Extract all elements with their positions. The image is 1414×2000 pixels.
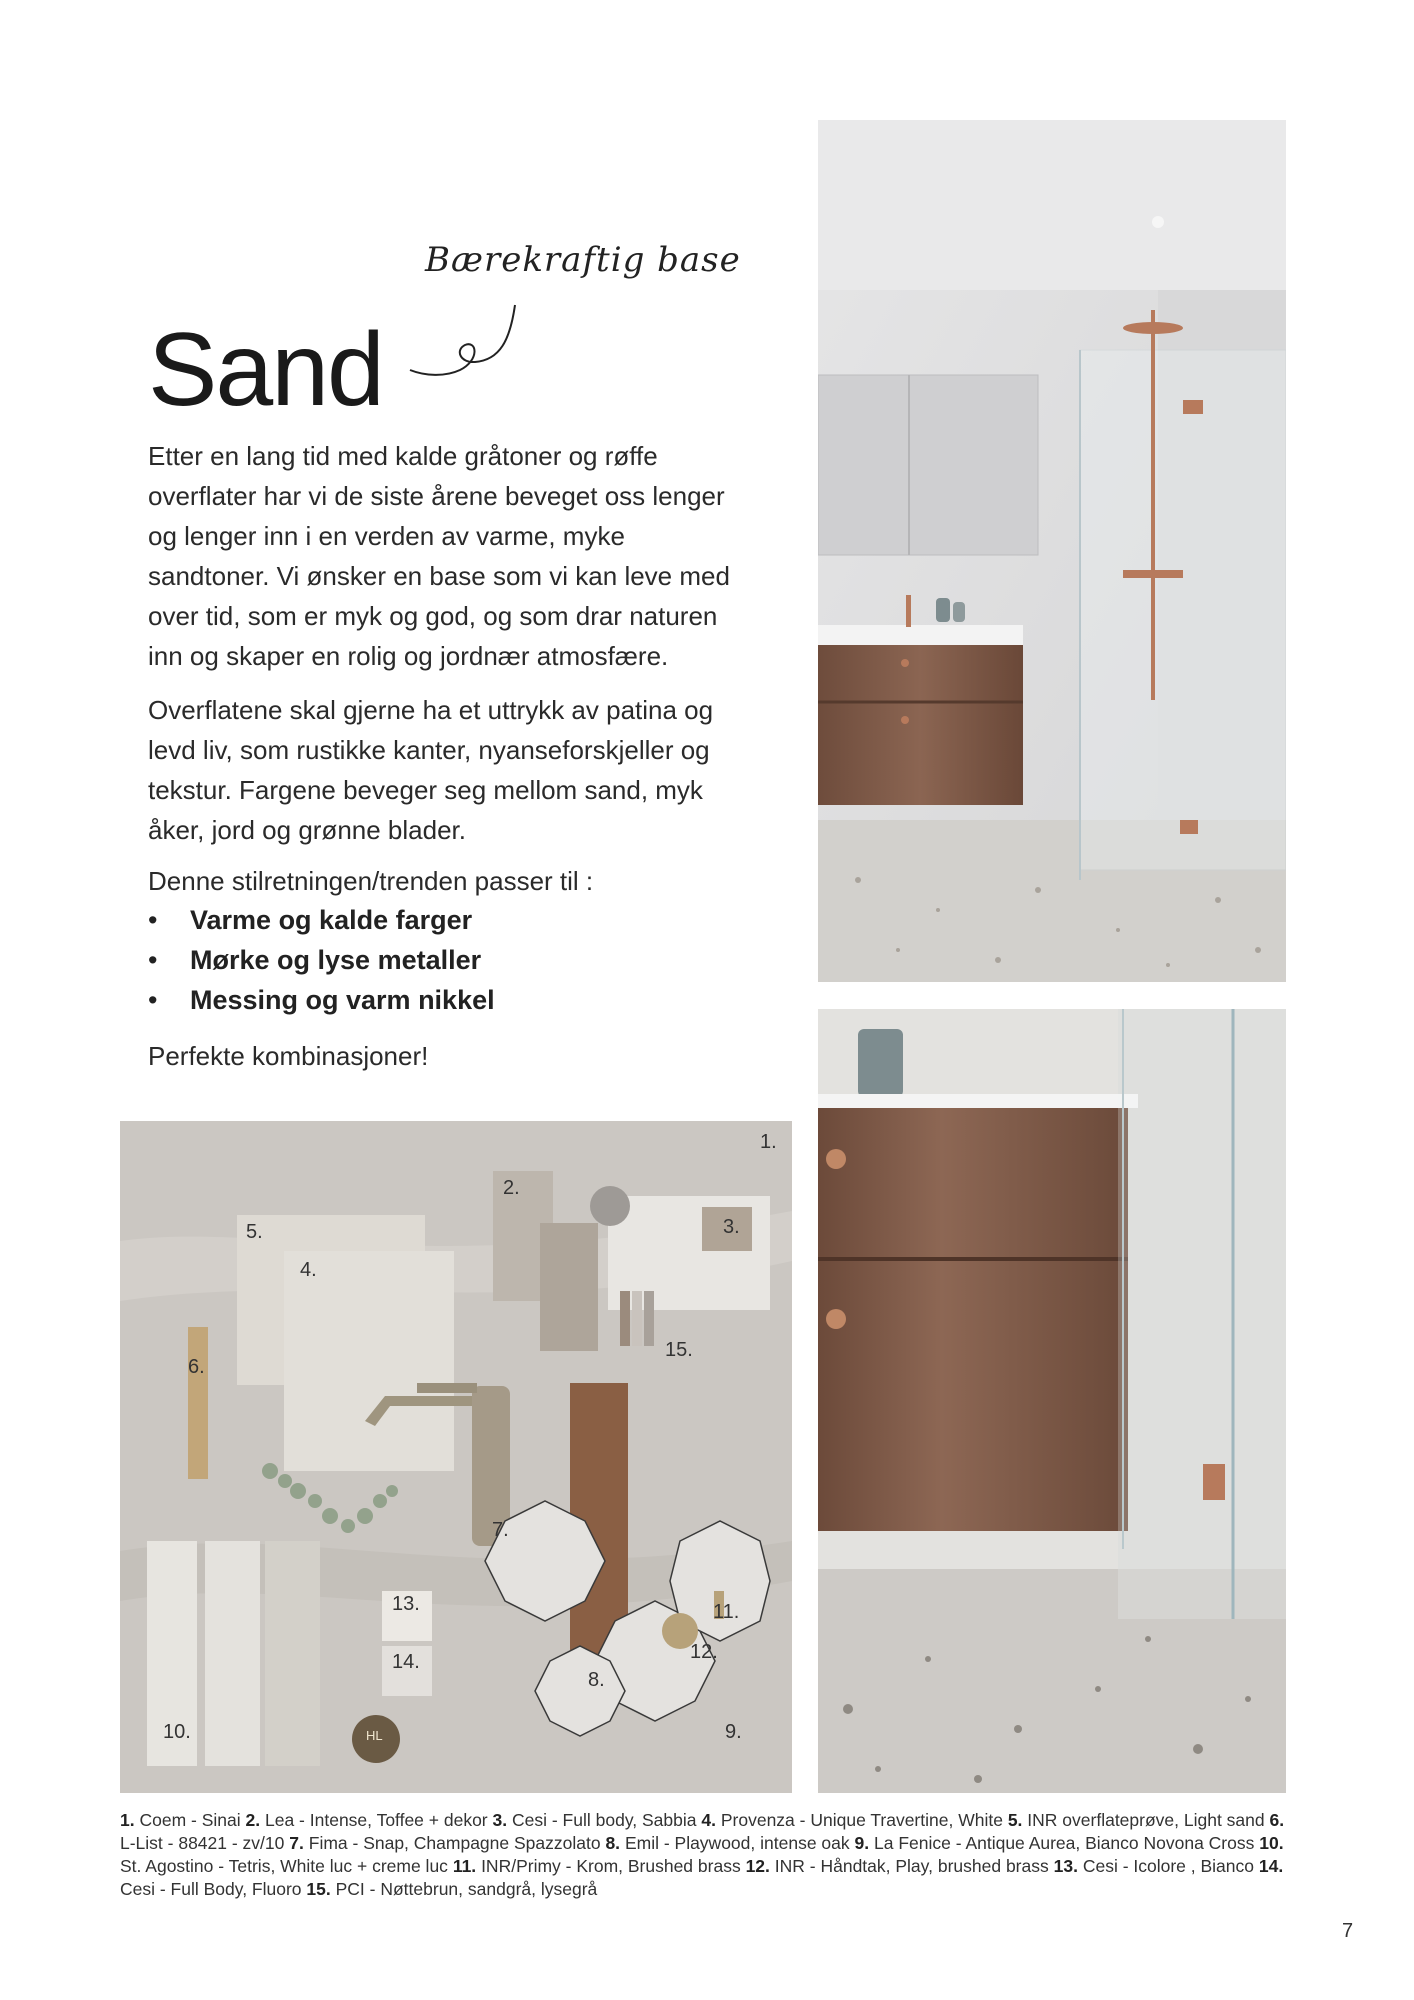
caption-number: 12. xyxy=(745,1856,770,1876)
caption-text: L-List - 88421 - zv/10 xyxy=(120,1833,285,1853)
moodboard-label: 9. xyxy=(725,1721,742,1743)
caption-text: INR overflateprøve, Light sand xyxy=(1027,1810,1265,1830)
caption-number: 6. xyxy=(1269,1810,1285,1830)
moodboard-photo xyxy=(120,1121,792,1793)
caption-number: 5. xyxy=(1007,1810,1023,1830)
caption-number: 2. xyxy=(245,1810,261,1830)
caption-number: 3. xyxy=(492,1810,508,1830)
page-title: Sand xyxy=(148,312,383,428)
caption-text: St. Agostino - Tetris, White luc + creme luc xyxy=(120,1856,448,1876)
page-number: 7 xyxy=(1342,1920,1354,1942)
moodboard-label: 12. xyxy=(690,1641,718,1663)
moodboard-label: 13. xyxy=(392,1593,420,1615)
caption-number: 11. xyxy=(452,1856,477,1876)
moodboard-label: 10. xyxy=(163,1721,191,1743)
swirl-decoration xyxy=(405,300,525,390)
caption-text: Fima - Snap, Champagne Spazzolato xyxy=(308,1833,601,1853)
caption-text: Coem - Sinai xyxy=(139,1810,241,1830)
moodboard-label: 3. xyxy=(723,1216,740,1238)
caption-text: INR - Håndtak, Play, brushed brass xyxy=(774,1856,1049,1876)
caption-number: 9. xyxy=(854,1833,870,1853)
moodboard-label: 5. xyxy=(246,1221,263,1243)
caption-number: 15. xyxy=(306,1879,331,1899)
caption-text: Emil - Playwood, intense oak xyxy=(624,1833,850,1853)
caption-number: 10. xyxy=(1259,1833,1284,1853)
caption-number: 14. xyxy=(1258,1856,1284,1876)
moodboard-label: 11. xyxy=(713,1601,740,1623)
bullet-item: • Messing og varm nikkel xyxy=(148,980,748,1020)
caption-text: La Fenice - Antique Aurea, Bianco Novona Cross xyxy=(874,1833,1255,1853)
caption-text: INR/Primy - Krom, Brushed brass xyxy=(481,1856,741,1876)
caption-text: Lea - Intense, Toffee + dekor xyxy=(265,1810,488,1830)
moodboard-label: 7. xyxy=(492,1519,509,1541)
bathroom-photo xyxy=(818,120,1286,982)
caption-text: PCI - Nøttebrun, sandgrå, lysegrå xyxy=(335,1879,598,1899)
suitable-for-heading: Denne stilretningen/trenden passer til : xyxy=(148,866,594,896)
bullet-item: • Mørke og lyse metaller xyxy=(148,940,748,980)
tagline: Bærekraftig base xyxy=(425,240,741,280)
caption-text: Provenza - Unique Travertine, White xyxy=(720,1810,1003,1830)
caption-number: 4. xyxy=(701,1810,716,1830)
moodboard-label: 15. xyxy=(665,1339,693,1361)
hl-badge: HL xyxy=(366,1728,383,1743)
bullet-list xyxy=(148,900,748,1020)
moodboard-label: 4. xyxy=(300,1259,317,1281)
combinations-text: Perfekte kombinasjoner! xyxy=(148,1041,429,1071)
surface-paragraph: Overflatene skal gjerne ha et uttrykk av patina og levd liv, som rustikke kanter, nyanseforskjeller og tekstur. Fargene beveger seg mellom sand, myk åker, jord og grønne blader. xyxy=(148,695,714,845)
caption-text: Cesi - Full Body, Fluoro xyxy=(120,1879,302,1899)
vanity-photo xyxy=(818,1009,1286,1793)
caption-number: 1. xyxy=(120,1810,135,1830)
moodboard-label: 1. xyxy=(760,1131,777,1153)
caption-number: 7. xyxy=(289,1833,304,1853)
caption-text: Cesi - Icolore , Bianco xyxy=(1082,1856,1255,1876)
moodboard-label: 8. xyxy=(588,1669,605,1691)
caption-number: 8. xyxy=(605,1833,621,1853)
bullet-item: • Varme og kalde farger xyxy=(148,900,748,940)
moodboard-label: 2. xyxy=(503,1177,520,1199)
intro-paragraph: Etter en lang tid med kalde gråtoner og røffe overflater har vi de siste årene beveget oss lenger og lenger inn i en verden av varme, myke sandtoner. Vi ønsker en base som vi kan leve med over tid, som er myk og god, og som drar naturen inn og skaper en rolig og jordnær atmosfære. xyxy=(148,441,730,671)
caption-number: 13. xyxy=(1053,1856,1078,1876)
moodboard-label: 14. xyxy=(392,1651,420,1673)
caption-text: Cesi - Full body, Sabbia xyxy=(512,1810,697,1830)
product-caption xyxy=(120,1809,1290,1901)
moodboard-label: 6. xyxy=(188,1356,205,1378)
